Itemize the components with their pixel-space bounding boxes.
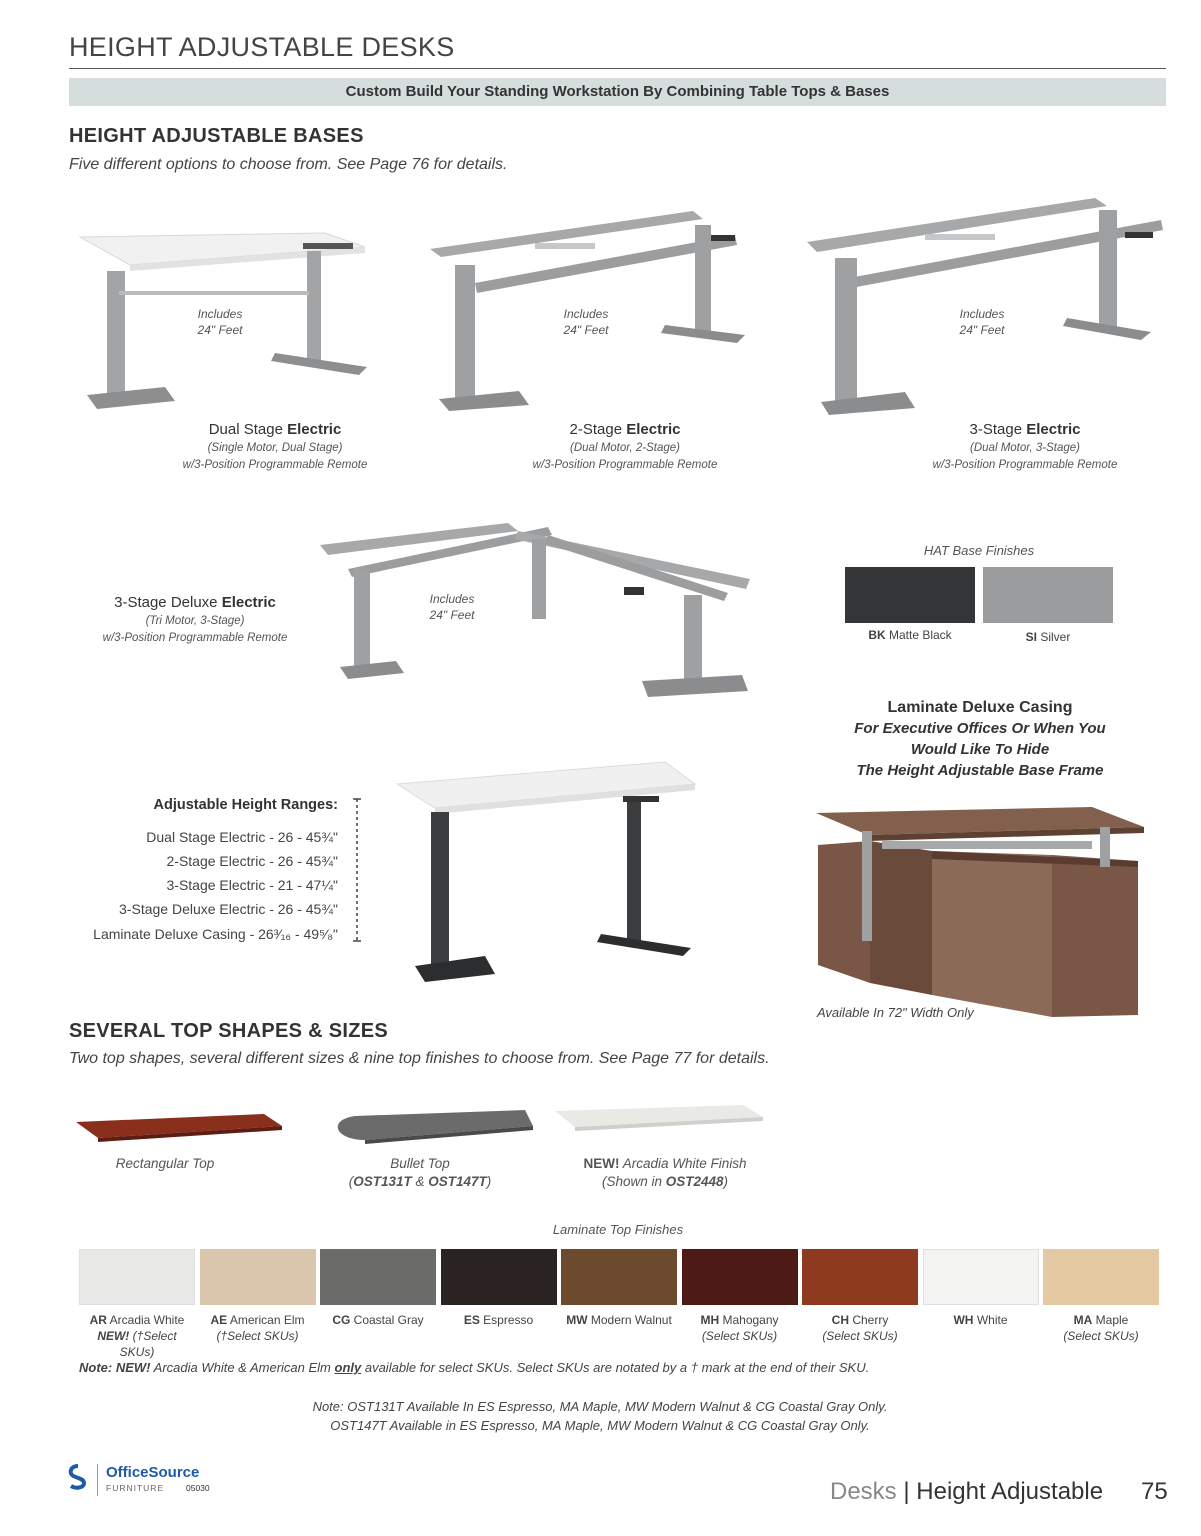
height-range-item: 3-Stage Electric - 21 - 47¼" <box>166 877 338 893</box>
note-bullet-tops: Note: OST131T Available In ES Espresso, MA Maple, MW Modern Walnut & CG Coastal Gray Only. OST147T Available in ES Espresso, MA Maple, MW Modern Walnut & CG Coastal Gray Only. <box>312 1399 888 1433</box>
finish-label-ma: MA Maple (Select SKUs) <box>1063 1313 1139 1343</box>
finish-label-ar: AR Arcadia White NEW! (†Select SKUs) <box>89 1313 185 1359</box>
finish-swatch-wh <box>923 1249 1039 1305</box>
height-range-item: Dual Stage Electric - 26 - 45¾" <box>146 829 338 845</box>
brand-name: OfficeSource <box>106 1464 200 1481</box>
note-select-skus: Note: NEW! Arcadia White & American Elm only available for select SKUs. Select SKUs are notated by a † mark at the end of their SKU. <box>79 1360 870 1375</box>
page-title: HEIGHT ADJUSTABLE DESKS <box>69 32 455 62</box>
tops-subheading: Two top shapes, several different sizes & nine top finishes to choose from. See Page 77 for details. <box>69 1050 770 1067</box>
swatch-label-silver: SI Silver <box>1025 630 1071 644</box>
three-stage-deluxe-electric-image <box>318 515 758 715</box>
swatch-silver <box>983 567 1113 623</box>
logo-divider <box>97 1464 98 1496</box>
bases-heading: HEIGHT ADJUSTABLE BASES <box>69 125 364 147</box>
hat-finishes-title: HAT Base Finishes <box>923 543 1035 558</box>
swatch-label-matte-black: BK Matte Black <box>868 628 952 642</box>
finish-swatch-ae <box>200 1249 316 1305</box>
product-dual-stage: Dual Stage Electric (Single Motor, Dual Stage) w/3-Position Programmable Remote <box>182 421 368 471</box>
includes-feet-label: Includes 24" Feet <box>197 307 243 337</box>
height-ranges <box>60 795 338 945</box>
finish-swatch-mh <box>682 1249 798 1305</box>
casing-availability: Available In 72" Width Only <box>817 1005 974 1020</box>
bases-subheading: Five different options to choose from. See Page 76 for details. <box>69 156 508 173</box>
laminate-finishes-title: Laminate Top Finishes <box>552 1222 684 1237</box>
height-range-item: 2-Stage Electric - 26 - 45¾" <box>166 853 338 869</box>
height-range-indicator <box>351 798 363 943</box>
finish-label-ae: AE American Elm (†Select SKUs) <box>210 1313 305 1343</box>
finish-label-mh: MH Mahogany (Select SKUs) <box>700 1313 779 1343</box>
arcadia-white-label: NEW! Arcadia White Finish (Shown in OST2448) <box>583 1156 747 1189</box>
finish-swatch-ma <box>1043 1249 1159 1305</box>
officesource-logo-icon <box>66 1464 90 1492</box>
finish-label-wh: WH White <box>953 1313 1008 1327</box>
casing-description: Laminate Deluxe Casing For Executive Offices Or When You Would Like To Hide The Height Adjustable Base Frame <box>854 699 1106 779</box>
arcadia-white-top-image <box>553 1103 765 1135</box>
brand-sub: FURNITURE <box>106 1483 165 1493</box>
page-number: 75 <box>1141 1478 1168 1505</box>
finish-swatch-ch <box>802 1249 918 1305</box>
finish-swatch-ar <box>79 1249 195 1305</box>
product-three-stage-deluxe: 3-Stage Deluxe Electric (Tri Motor, 3-Stage) w/3-Position Programmable Remote <box>102 594 288 644</box>
swatch-matte-black <box>845 567 975 623</box>
finish-label-mw: MW Modern Walnut <box>566 1313 672 1327</box>
product-two-stage: 2-Stage Electric (Dual Motor, 2-Stage) w/3-Position Programmable Remote <box>532 421 718 471</box>
catalog-code: 05030 <box>186 1483 210 1493</box>
laminate-casing-image <box>812 805 1152 1020</box>
tops-heading: SEVERAL TOP SHAPES & SIZES <box>69 1020 389 1042</box>
height-range-item: 3-Stage Deluxe Electric - 26 - 45¾" <box>119 901 338 917</box>
height-range-item: Laminate Deluxe Casing - 26³⁄₁₆ - 49⁵⁄₈" <box>93 926 338 942</box>
title-divider <box>69 68 1166 69</box>
header-banner: Custom Build Your Standing Workstation By Combining Table Tops & Bases <box>69 78 1166 106</box>
finish-swatch-mw <box>561 1249 677 1305</box>
bullet-top-label: Bullet Top (OST131T & OST147T) <box>348 1156 492 1189</box>
finish-label-ch: CH Cherry (Select SKUs) <box>822 1313 898 1343</box>
rectangular-top-label: Rectangular Top <box>115 1156 215 1171</box>
finish-swatch-es <box>441 1249 557 1305</box>
finish-label-es: ES Espresso <box>463 1313 534 1327</box>
includes-feet-label: Includes 24" Feet <box>429 592 475 622</box>
includes-feet-label: Includes 24" Feet <box>563 307 609 337</box>
three-stage-electric-image <box>805 190 1165 415</box>
rectangular-top-image <box>74 1112 284 1148</box>
black-frame-desk-image <box>395 760 725 990</box>
footer-section: Desks | Height Adjustable <box>830 1478 1104 1505</box>
includes-feet-label: Includes 24" Feet <box>959 307 1005 337</box>
finish-label-cg: CG Coastal Gray <box>332 1313 424 1327</box>
product-three-stage: 3-Stage Electric (Dual Motor, 3-Stage) w/3-Position Programmable Remote <box>932 421 1118 471</box>
bullet-top-image <box>325 1108 535 1144</box>
finish-swatch-cg <box>320 1249 436 1305</box>
height-ranges-title: Adjustable Height Ranges: <box>153 797 338 813</box>
